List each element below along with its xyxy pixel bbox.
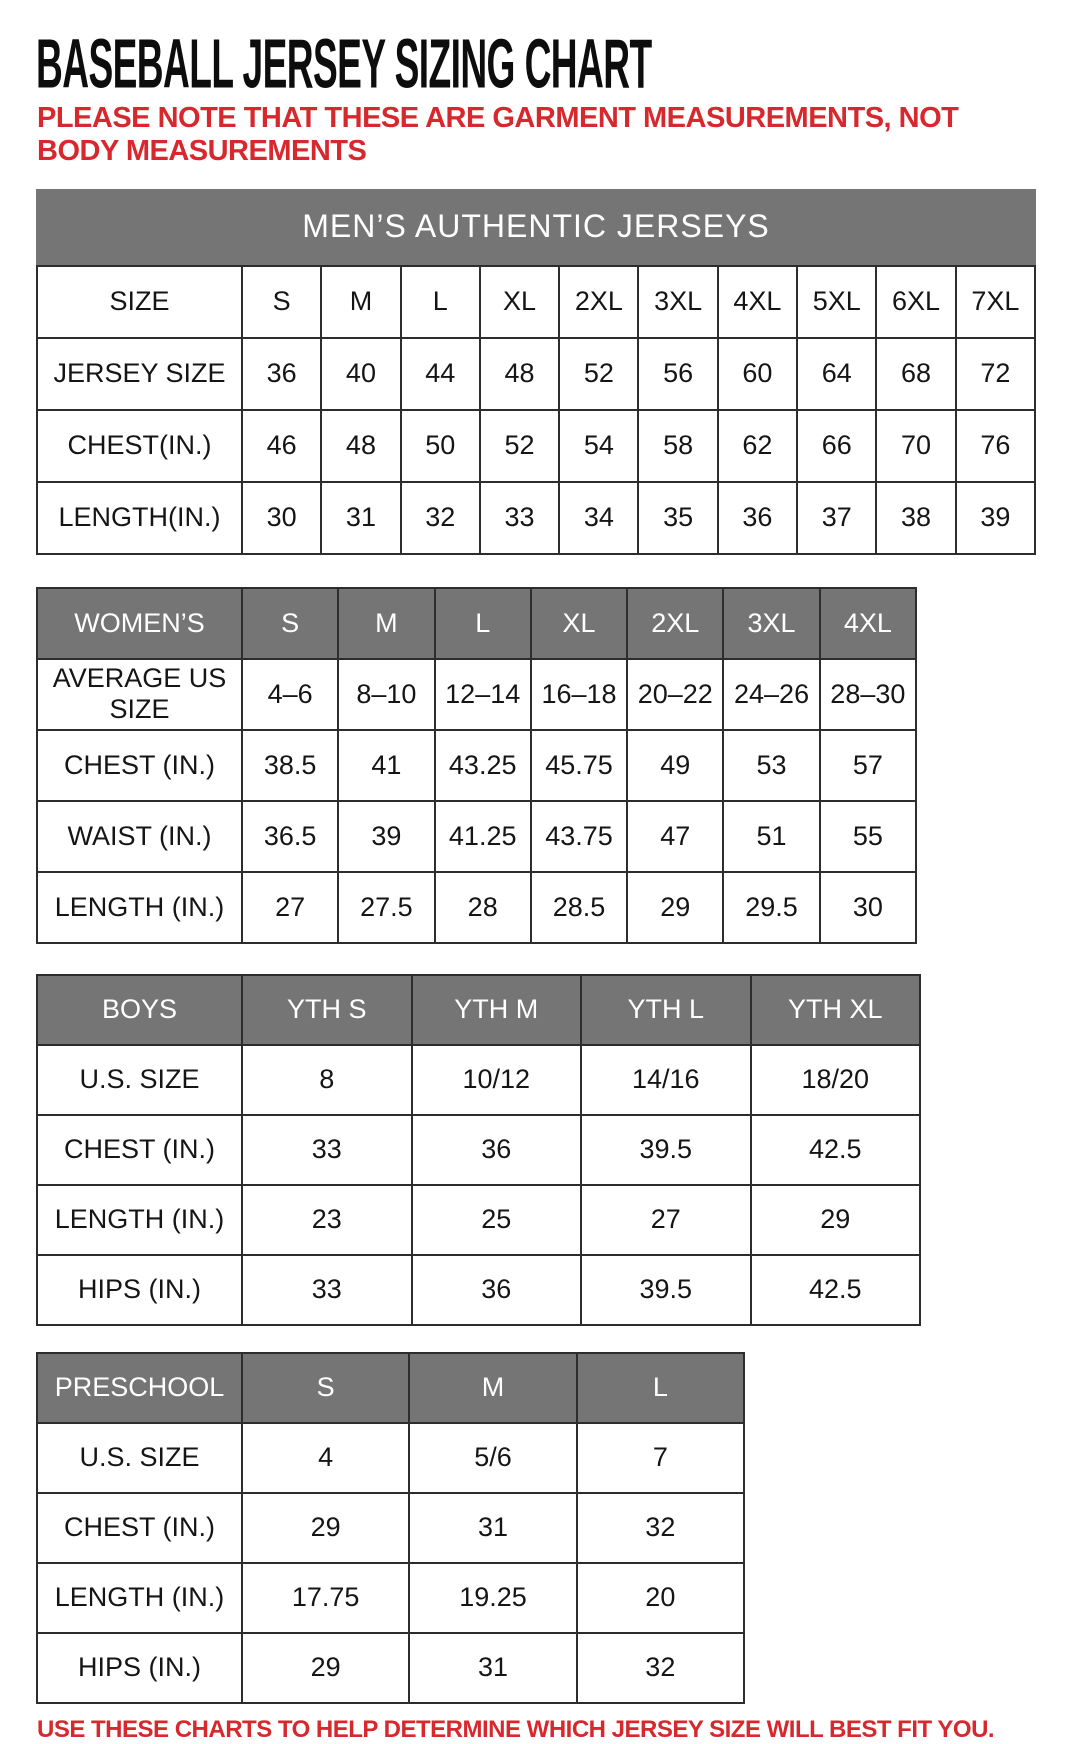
- measurement-row: [37, 1493, 744, 1563]
- size-column-header: YTH M: [412, 975, 582, 1045]
- measurement-value-cell: 38.5: [242, 730, 338, 801]
- size-column-header: 4XL: [820, 588, 916, 659]
- mens-banner-label: MEN’S AUTHENTIC JERSEYS: [302, 208, 770, 245]
- measurement-value-cell: 18/20: [751, 1045, 921, 1115]
- measurement-value-cell: 30: [242, 482, 321, 554]
- size-column-header: 4XL: [718, 266, 797, 338]
- row-label-cell: LENGTH (IN.): [37, 1563, 242, 1633]
- size-column-header: S: [242, 1353, 409, 1423]
- measurement-value-cell: 31: [409, 1633, 576, 1703]
- size-column-header: M: [321, 266, 400, 338]
- size-column-header: XL: [531, 588, 627, 659]
- measurement-value-cell: 39: [956, 482, 1035, 554]
- measurement-value-cell: 41: [338, 730, 434, 801]
- size-header-row: [37, 266, 1035, 338]
- measurement-value-cell: 36: [718, 482, 797, 554]
- row-label-cell: LENGTH(IN.): [37, 482, 242, 554]
- size-column-header: S: [242, 588, 338, 659]
- table-corner-header: PRESCHOOL: [37, 1353, 242, 1423]
- measurement-value-cell: 62: [718, 410, 797, 482]
- measurement-value-cell: 39.5: [581, 1115, 751, 1185]
- measurement-value-cell: 20–22: [627, 659, 723, 730]
- size-column-header: 2XL: [559, 266, 638, 338]
- measurement-value-cell: 54: [559, 410, 638, 482]
- measurement-value-cell: 27: [581, 1185, 751, 1255]
- measurement-value-cell: 25: [412, 1185, 582, 1255]
- measurement-value-cell: 37: [797, 482, 876, 554]
- table-corner-header: WOMEN’S: [37, 588, 242, 659]
- size-column-header: 7XL: [956, 266, 1035, 338]
- row-label-cell: LENGTH (IN.): [37, 872, 242, 943]
- measurement-value-cell: 32: [401, 482, 480, 554]
- mens-sizing-table: [36, 265, 1036, 555]
- boys-sizing-table: [36, 974, 921, 1326]
- measurement-value-cell: 43.75: [531, 801, 627, 872]
- size-header-row: [37, 975, 920, 1045]
- measurement-value-cell: 31: [321, 482, 400, 554]
- measurement-value-cell: 44: [401, 338, 480, 410]
- measurement-value-cell: 17.75: [242, 1563, 409, 1633]
- measurement-value-cell: 68: [876, 338, 955, 410]
- measurement-value-cell: 42.5: [751, 1115, 921, 1185]
- measurement-value-cell: 33: [242, 1115, 412, 1185]
- measurement-value-cell: 29: [627, 872, 723, 943]
- measurement-value-cell: 14/16: [581, 1045, 751, 1115]
- measurement-value-cell: 27.5: [338, 872, 434, 943]
- mens-banner: [36, 189, 1036, 265]
- measurement-value-cell: 4: [242, 1423, 409, 1493]
- measurement-value-cell: 40: [321, 338, 400, 410]
- measurement-value-cell: 28.5: [531, 872, 627, 943]
- row-label-cell: HIPS (IN.): [37, 1633, 242, 1703]
- size-column-header: YTH L: [581, 975, 751, 1045]
- measurement-row: [37, 1563, 744, 1633]
- measurement-value-cell: 36: [412, 1115, 582, 1185]
- row-label-cell: CHEST (IN.): [37, 730, 242, 801]
- measurement-value-cell: 27: [242, 872, 338, 943]
- size-column-header: L: [577, 1353, 744, 1423]
- measurement-value-cell: 20: [577, 1563, 744, 1633]
- size-column-header: 2XL: [627, 588, 723, 659]
- measurement-row: [37, 482, 1035, 554]
- row-label-cell: WAIST (IN.): [37, 801, 242, 872]
- row-label-cell: CHEST(IN.): [37, 410, 242, 482]
- measurement-value-cell: 60: [718, 338, 797, 410]
- measurement-value-cell: 16–18: [531, 659, 627, 730]
- page-title: BASEBALL JERSEY SIZING CHART: [36, 25, 652, 103]
- measurement-value-cell: 8: [242, 1045, 412, 1115]
- measurement-value-cell: 23: [242, 1185, 412, 1255]
- row-label-cell: CHEST (IN.): [37, 1115, 242, 1185]
- measurement-value-cell: 28–30: [820, 659, 916, 730]
- table-corner-header: SIZE: [37, 266, 242, 338]
- measurement-value-cell: 56: [638, 338, 717, 410]
- measurement-value-cell: 8–10: [338, 659, 434, 730]
- preschool-sizing-table: [36, 1352, 745, 1704]
- measurement-value-cell: 39.5: [581, 1255, 751, 1325]
- measurement-value-cell: 33: [242, 1255, 412, 1325]
- measurement-value-cell: 52: [480, 410, 559, 482]
- measurement-value-cell: 58: [638, 410, 717, 482]
- row-label-cell: HIPS (IN.): [37, 1255, 242, 1325]
- measurement-value-cell: 52: [559, 338, 638, 410]
- size-header-row: [37, 588, 916, 659]
- measurement-value-cell: 72: [956, 338, 1035, 410]
- measurement-value-cell: 30: [820, 872, 916, 943]
- measurement-value-cell: 33: [480, 482, 559, 554]
- measurement-value-cell: 43.25: [435, 730, 531, 801]
- measurement-value-cell: 48: [321, 410, 400, 482]
- size-column-header: 6XL: [876, 266, 955, 338]
- measurement-row: [37, 1115, 920, 1185]
- measurement-value-cell: 38: [876, 482, 955, 554]
- measurement-value-cell: 41.25: [435, 801, 531, 872]
- measurement-value-cell: 51: [723, 801, 819, 872]
- measurement-value-cell: 5/6: [409, 1423, 576, 1493]
- measurement-value-cell: 36: [412, 1255, 582, 1325]
- measurement-value-cell: 34: [559, 482, 638, 554]
- measurement-value-cell: 10/12: [412, 1045, 582, 1115]
- measurement-value-cell: 53: [723, 730, 819, 801]
- measurement-value-cell: 46: [242, 410, 321, 482]
- measurement-value-cell: 7: [577, 1423, 744, 1493]
- size-column-header: L: [401, 266, 480, 338]
- size-column-header: L: [435, 588, 531, 659]
- measurement-value-cell: 31: [409, 1493, 576, 1563]
- measurement-value-cell: 48: [480, 338, 559, 410]
- measurement-row: [37, 1255, 920, 1325]
- size-column-header: YTH S: [242, 975, 412, 1045]
- footer-note: USE THESE CHARTS TO HELP DETERMINE WHICH JERSEY SIZE WILL BEST FIT YOU.: [37, 1715, 995, 1743]
- size-column-header: 3XL: [638, 266, 717, 338]
- measurement-value-cell: 47: [627, 801, 723, 872]
- measurement-value-cell: 45.75: [531, 730, 627, 801]
- measurement-value-cell: 64: [797, 338, 876, 410]
- size-column-header: 3XL: [723, 588, 819, 659]
- measurement-value-cell: 29: [751, 1185, 921, 1255]
- measurement-value-cell: 70: [876, 410, 955, 482]
- measurement-row: [37, 1633, 744, 1703]
- measurement-value-cell: 36: [242, 338, 321, 410]
- measurement-value-cell: 42.5: [751, 1255, 921, 1325]
- measurement-value-cell: 29: [242, 1493, 409, 1563]
- row-label-cell: LENGTH (IN.): [37, 1185, 242, 1255]
- measurement-row: [37, 801, 916, 872]
- row-label-cell: U.S. SIZE: [37, 1045, 242, 1115]
- measurement-value-cell: 76: [956, 410, 1035, 482]
- measurement-row: [37, 659, 916, 730]
- measurement-row: [37, 338, 1035, 410]
- measurement-row: [37, 872, 916, 943]
- table-corner-header: BOYS: [37, 975, 242, 1045]
- measurement-value-cell: 28: [435, 872, 531, 943]
- row-label-cell: JERSEY SIZE: [37, 338, 242, 410]
- measurement-row: [37, 410, 1035, 482]
- row-label-cell: CHEST (IN.): [37, 1493, 242, 1563]
- measurement-value-cell: 19.25: [409, 1563, 576, 1633]
- size-column-header: XL: [480, 266, 559, 338]
- measurement-note: PLEASE NOTE THAT THESE ARE GARMENT MEASUREMENTS, NOT BODY MEASUREMENTS: [37, 102, 959, 168]
- measurement-value-cell: 35: [638, 482, 717, 554]
- row-label-cell: U.S. SIZE: [37, 1423, 242, 1493]
- measurement-value-cell: 29: [242, 1633, 409, 1703]
- measurement-value-cell: 66: [797, 410, 876, 482]
- measurement-value-cell: 39: [338, 801, 434, 872]
- measurement-value-cell: 55: [820, 801, 916, 872]
- measurement-value-cell: 4–6: [242, 659, 338, 730]
- measurement-value-cell: 50: [401, 410, 480, 482]
- measurement-value-cell: 24–26: [723, 659, 819, 730]
- measurement-value-cell: 32: [577, 1633, 744, 1703]
- measurement-value-cell: 57: [820, 730, 916, 801]
- size-header-row: [37, 1353, 744, 1423]
- measurement-value-cell: 36.5: [242, 801, 338, 872]
- measurement-value-cell: 32: [577, 1493, 744, 1563]
- size-column-header: 5XL: [797, 266, 876, 338]
- row-label-cell: AVERAGE US SIZE: [37, 659, 242, 730]
- measurement-row: [37, 1045, 920, 1115]
- womens-sizing-table: [36, 587, 917, 944]
- size-column-header: YTH XL: [751, 975, 921, 1045]
- measurement-value-cell: 12–14: [435, 659, 531, 730]
- measurement-value-cell: 49: [627, 730, 723, 801]
- measurement-row: [37, 1185, 920, 1255]
- size-column-header: S: [242, 266, 321, 338]
- measurement-row: [37, 1423, 744, 1493]
- size-column-header: M: [338, 588, 434, 659]
- size-column-header: M: [409, 1353, 576, 1423]
- measurement-value-cell: 29.5: [723, 872, 819, 943]
- measurement-row: [37, 730, 916, 801]
